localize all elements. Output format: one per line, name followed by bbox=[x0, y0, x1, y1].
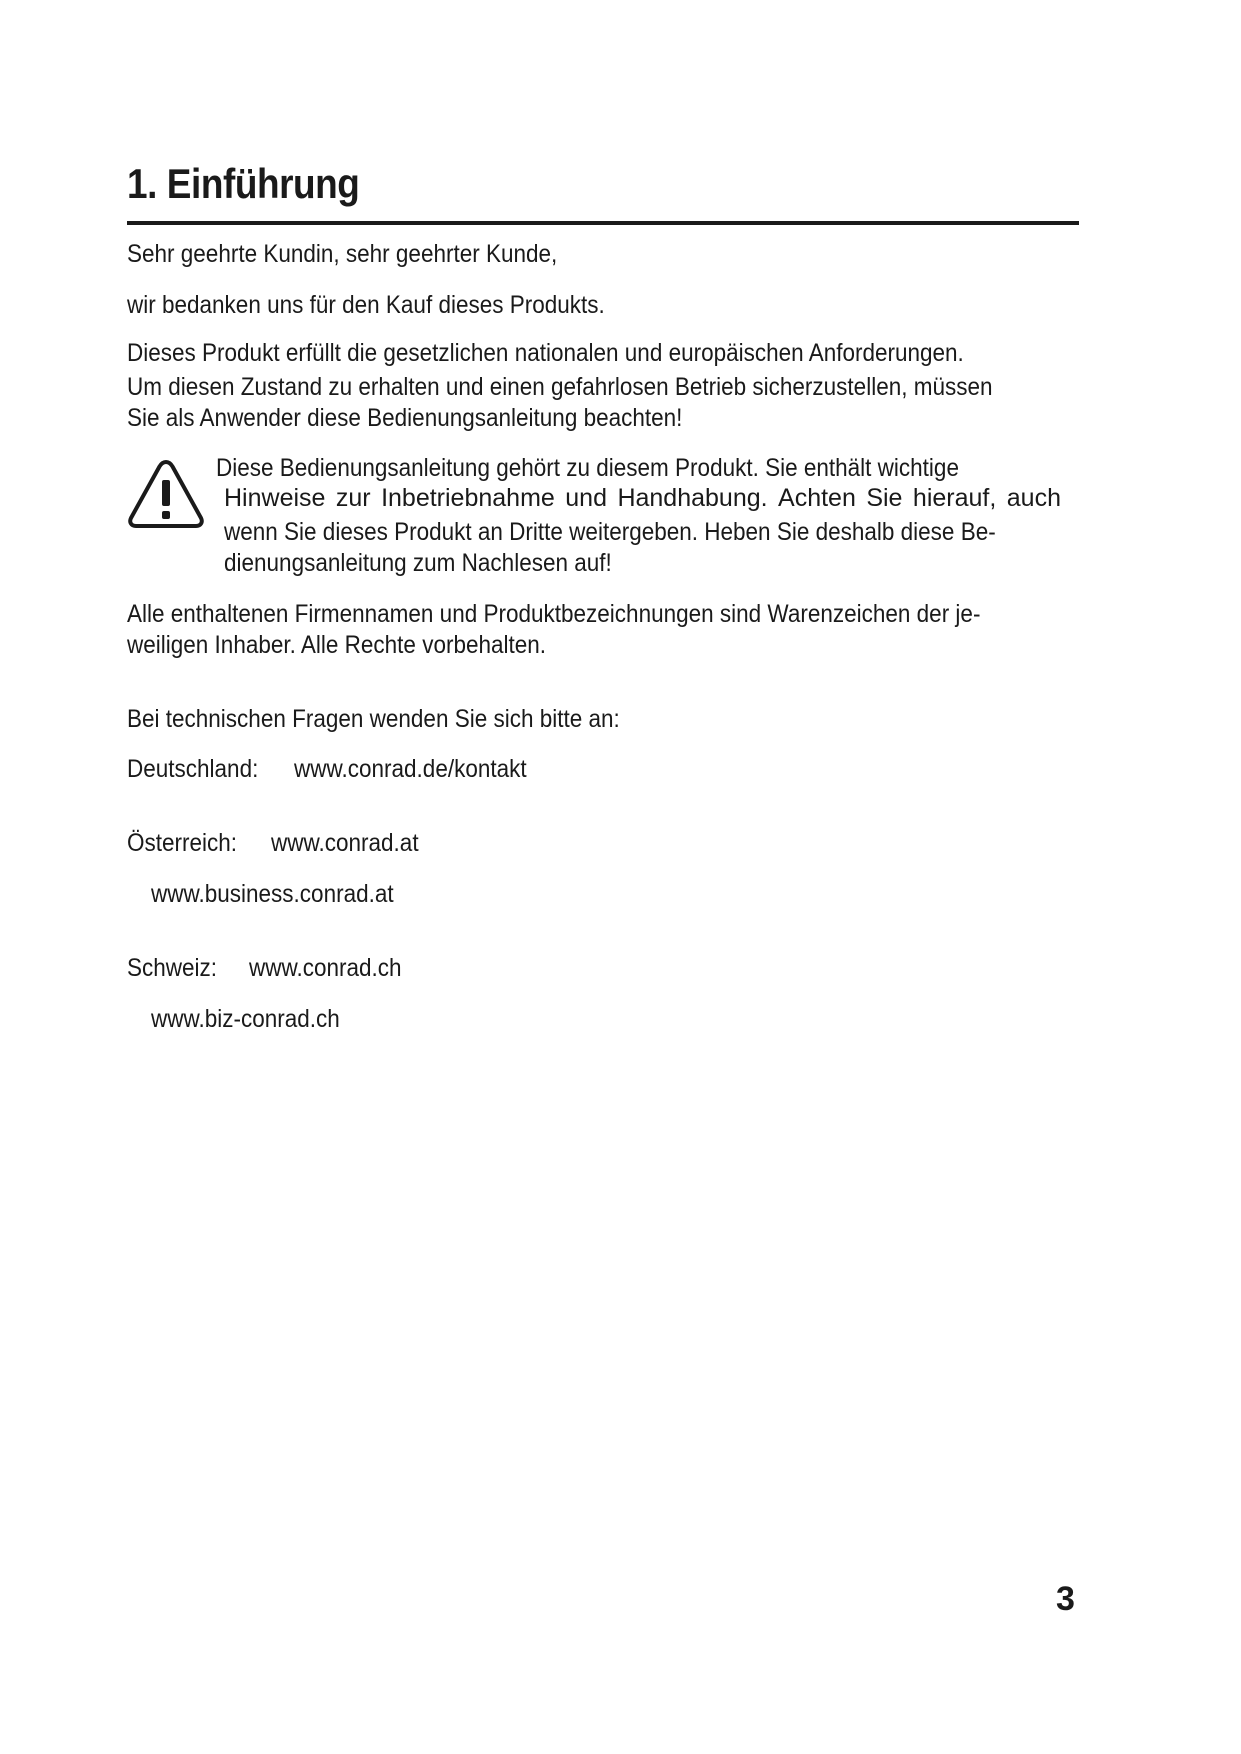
section-heading: 1. Einführung bbox=[127, 160, 360, 207]
support-intro: Bei technischen Fragen wenden Sie sich bitte an: bbox=[127, 705, 620, 733]
warning-word: Achten bbox=[778, 484, 856, 512]
warning-word: Sie bbox=[866, 484, 903, 512]
conformity-line-3: Sie als Anwender diese Bedienungsanleitung beachten! bbox=[127, 404, 683, 432]
heading-underline bbox=[127, 221, 1079, 225]
warning-word: Handhabung. bbox=[617, 484, 768, 512]
switzerland-url-2[interactable]: www.biz-conrad.ch bbox=[151, 1005, 340, 1033]
germany-url[interactable]: www.conrad.de/kontakt bbox=[294, 755, 527, 783]
conformity-line-1: Dieses Produkt erfüllt die gesetzlichen nationalen und europäischen Anforderungen. bbox=[127, 339, 964, 367]
warning-line-2 bbox=[224, 482, 1061, 514]
germany-label: Deutschland: bbox=[127, 755, 259, 783]
switzerland-label: Schweiz: bbox=[127, 954, 218, 982]
salutation: Sehr geehrte Kundin, sehr geehrter Kunde, bbox=[127, 240, 558, 268]
warning-line-1: Diese Bedienungsanleitung gehört zu diesem Produkt. Sie enthält wichtige bbox=[216, 454, 959, 482]
warning-word: Hinweise bbox=[224, 484, 326, 512]
warning-word: hierauf, bbox=[912, 484, 997, 512]
switzerland-url-1[interactable]: www.conrad.ch bbox=[249, 954, 402, 982]
warning-word: und bbox=[565, 484, 607, 512]
warning-line-3: wenn Sie dieses Produkt an Dritte weitergeben. Heben Sie deshalb diese Be- bbox=[224, 518, 996, 546]
thanks-text: wir bedanken uns für den Kauf dieses Produkts. bbox=[127, 291, 605, 319]
austria-label: Österreich: bbox=[127, 829, 238, 857]
austria-url-2[interactable]: www.business.conrad.at bbox=[151, 880, 394, 908]
trademark-line-1: Alle enthaltenen Firmennamen und Produktbezeichnungen sind Warenzeichen der je- bbox=[127, 600, 981, 628]
warning-line-4: dienungsanleitung zum Nachlesen auf! bbox=[224, 549, 612, 577]
warning-triangle-icon bbox=[127, 458, 205, 530]
conformity-line-2: Um diesen Zustand zu erhalten und einen gefahrlosen Betrieb sicherzustellen, müssen bbox=[127, 373, 993, 401]
page-number: 3 bbox=[1056, 1580, 1075, 1618]
warning-word: zur bbox=[335, 484, 371, 512]
trademark-line-2: weiligen Inhaber. Alle Rechte vorbehalten. bbox=[127, 631, 547, 659]
austria-url-1[interactable]: www.conrad.at bbox=[271, 829, 419, 857]
warning-word: auch bbox=[1006, 484, 1061, 512]
warning-word: Inbetriebnahme bbox=[381, 484, 555, 512]
